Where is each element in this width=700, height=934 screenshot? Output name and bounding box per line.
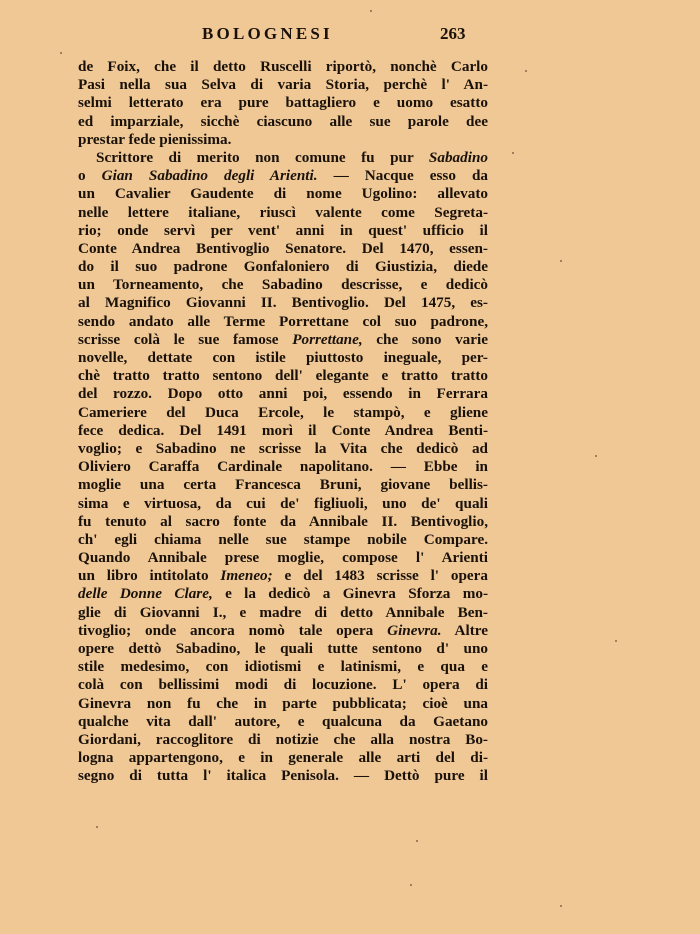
text-line: sendo andato alle Terme Porrettane col suo padrone, (78, 312, 488, 330)
text-line: al Magnifico Giovanni II. Bentivoglio. Del 1475, es- (78, 294, 488, 312)
page-header (0, 22, 700, 52)
text-line: Giordani, raccoglitore di notizie che alla nostra Bo- (78, 730, 488, 748)
text-line: un libro intitolato Imeneo; e del 1483 scrisse l' opera (78, 567, 488, 585)
body-text (78, 58, 488, 786)
paper-speck (560, 905, 562, 907)
text-line: logna appartengono, e in generale alle arti del di- (78, 749, 488, 767)
text-line: tivoglio; onde ancora nomò tale opera Ginevra. Altre (78, 621, 488, 639)
paper-speck (512, 152, 514, 154)
paper-speck (595, 455, 597, 457)
running-head: BOLOGNESI (202, 24, 333, 43)
text-line: moglie una certa Francesca Bruni, giovane bellis- (78, 476, 488, 494)
paper-speck (410, 884, 412, 886)
text-line: colà con bellissimi modi di locuzione. L' opera di (78, 676, 488, 694)
text-line: Ginevra non fu che in parte pubblicata; cioè una (78, 694, 488, 712)
text-line: segno di tutta l' italica Penisola. — Dettò pure il (78, 767, 488, 785)
text-line: ed imparziale, sicchè ciascuno alle sue parole dee (78, 112, 488, 130)
text-line: sima e virtuosa, da cui de' figliuoli, uno de' quali (78, 494, 488, 512)
text-line: un Torneamento, che Sabadino descrisse, e dedicò (78, 276, 488, 294)
paper-speck (525, 70, 527, 72)
text-line: Quando Annibale prese moglie, compose l' Arienti (78, 549, 488, 567)
text-line: de Foix, che il detto Ruscelli riportò, nonchè Carlo (78, 58, 488, 75)
text-line: Conte Andrea Bentivoglio Senatore. Del 1470, essen- (78, 239, 488, 257)
paper-speck (370, 10, 372, 12)
text-line: glie di Giovanni I., e madre di detto Annibale Ben- (78, 603, 488, 621)
text-line: fu tenuto al sacro fonte da Annibale II. Bentivoglio, (78, 512, 488, 530)
text-line: voglio; e Sabadino ne scrisse la Vita che dedicò ad (78, 439, 488, 457)
text-line: prestar fede pienissima. (78, 130, 232, 148)
text-line: opere dettò Sabadino, le quali tutte sentono d' uno (78, 640, 488, 657)
text-line: Cameriere del Duca Ercole, le stampò, e gliene (78, 403, 488, 421)
paper-speck (560, 260, 562, 262)
text-line: ch' egli chiama nelle sue stampe nobile Compare. (78, 530, 488, 548)
text-line: scrisse colà le sue famose Porrettane, che sono varie (78, 330, 488, 348)
text-line: nelle lettere italiane, riuscì valente come Segreta- (78, 203, 488, 221)
paper-speck (96, 826, 98, 828)
page-number: 263 (440, 24, 466, 43)
text-line: do il suo padrone Gonfaloniero di Giustizia, diede (78, 258, 488, 276)
text-line: stile medesimo, con idiotismi e latinismi, e qua e (78, 658, 488, 676)
text-line: selmi letterato era pure battagliero e uomo esatto (78, 94, 488, 112)
text-line: Pasi nella sua Selva di varia Storia, perchè l' An- (78, 76, 488, 94)
paper-speck (416, 840, 418, 842)
text-line: Scrittore di merito non comune fu pur Sabadino (96, 148, 488, 166)
text-line: o Gian Sabadino degli Arienti. — Nacque esso da (78, 167, 489, 185)
paper-speck (615, 640, 617, 642)
text-line: rio; onde servì per vent' anni in quest' ufficio il (78, 221, 488, 239)
text-line: novelle, dettate con istile piuttosto ineguale, per- (78, 349, 488, 366)
text-line: qualche vita dall' autore, e qualcuna da Gaetano (78, 712, 488, 730)
text-line: un Cavalier Gaudente di nome Ugolino: allevato (78, 185, 488, 203)
text-line: del rozzo. Dopo otto anni poi, essendo in Ferrara (78, 385, 488, 403)
paper-speck (60, 52, 62, 54)
text-line: Oliviero Caraffa Cardinale napolitano. — Ebbe in (78, 458, 488, 476)
text-line: delle Donne Clare, e la dedicò a Ginevra Sforza mo- (78, 585, 488, 603)
text-line: chè tratto tratto sentono dell' elegante e tratto tratto (78, 367, 488, 385)
text-line: fece dedica. Del 1491 morì il Conte Andrea Benti- (78, 421, 488, 439)
